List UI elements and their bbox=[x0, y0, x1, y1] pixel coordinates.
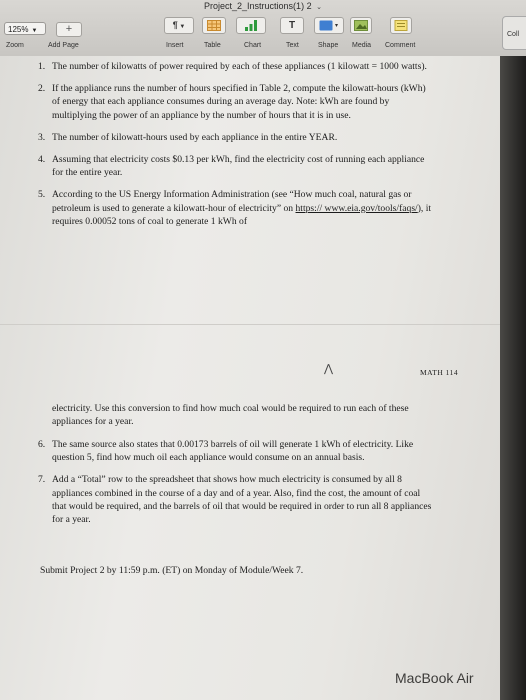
item-number: 3. bbox=[38, 131, 46, 143]
list-item bbox=[38, 153, 434, 179]
item-text: The number of kilowatt-hours used by each appliance in the entire YEAR. bbox=[52, 131, 338, 143]
item-number: 1. bbox=[38, 61, 46, 72]
question-list-bottom bbox=[38, 438, 436, 535]
zoom-value: 125% bbox=[8, 25, 29, 34]
collaborate-label: Coll bbox=[507, 31, 520, 38]
item-number: 5. bbox=[38, 189, 46, 201]
item-text: electricity. Use this conversion to find how much coal would be required to run each of these appliances for a year. bbox=[52, 403, 409, 428]
add-page-button[interactable] bbox=[56, 22, 82, 37]
chart-label: Chart bbox=[244, 42, 262, 49]
bezel-branding: MacBook Air bbox=[395, 670, 474, 686]
item-text: The number of kilowatts of power required by each of these appliances (1 kilowatt = 1000 watts). bbox=[52, 61, 427, 72]
zoom-label: Zoom bbox=[6, 42, 24, 49]
item-number: 4. bbox=[38, 154, 46, 166]
table-button[interactable] bbox=[202, 17, 226, 34]
comment-icon bbox=[394, 20, 408, 31]
comment-button[interactable] bbox=[390, 17, 412, 34]
page-break bbox=[0, 324, 500, 325]
chevron-down-icon: ▼ bbox=[177, 24, 186, 30]
comment-label: Comment bbox=[385, 42, 416, 49]
add-page-label: Add Page bbox=[48, 42, 79, 49]
insert-label: Insert bbox=[166, 42, 184, 49]
plus-icon: + bbox=[65, 23, 73, 35]
shape-label: Shape bbox=[318, 42, 339, 49]
item-text: ), it requires 0.00052 tons of coal to generate 1 kWh of bbox=[52, 202, 432, 227]
chevron-down-icon: ▼ bbox=[31, 28, 38, 34]
document-title: Project_2_Instructions(1) bbox=[204, 1, 305, 11]
item-number: 6. bbox=[38, 439, 46, 450]
list-item bbox=[38, 131, 434, 144]
text-icon: T bbox=[288, 20, 296, 31]
item-text: If the appliance runs the number of hours specified in Table 2, compute the kilowatt-hours (kWh) of energy that each appliance consumes during an average day. Note: kWh are found by multiplying the power of an appliance by the number of hours that it is in use. bbox=[52, 83, 426, 121]
window-title[interactable] bbox=[0, 1, 526, 11]
question-list-top bbox=[38, 60, 434, 237]
document-page[interactable] bbox=[0, 56, 500, 700]
chart-icon bbox=[244, 20, 258, 31]
item-number: 7. bbox=[38, 474, 46, 486]
list-item bbox=[38, 60, 434, 73]
zoom-select[interactable] bbox=[4, 22, 46, 35]
shape-icon bbox=[319, 20, 339, 31]
table-icon bbox=[207, 20, 221, 31]
text-label: Text bbox=[286, 42, 299, 49]
eia-faq-link[interactable]: https:// www.eia.gov/tools/faqs/ bbox=[295, 202, 418, 214]
document-version: 2 bbox=[306, 1, 312, 11]
list-item bbox=[38, 438, 436, 464]
page-footer: MATH 114 bbox=[420, 368, 459, 377]
table-label: Table bbox=[204, 42, 221, 49]
text-button[interactable] bbox=[280, 17, 304, 34]
submission-note: Submit Project 2 by 11:59 p.m. (ET) on Monday of Module/Week 7. bbox=[40, 565, 304, 576]
shape-button[interactable] bbox=[314, 17, 344, 34]
media-label: Media bbox=[352, 42, 372, 49]
text-cursor-icon: ⋀ bbox=[324, 362, 334, 375]
item-number: 2. bbox=[38, 83, 46, 95]
list-item bbox=[38, 82, 434, 122]
media-icon bbox=[354, 20, 368, 31]
list-item bbox=[38, 188, 434, 228]
chart-button[interactable] bbox=[236, 17, 266, 34]
item-text: Add a “Total” row to the spreadsheet that shows how much electricity is consumed by all 8 appliances combined in the course of a day and of a year. Also, find the cost, the amount of coal that would be required, and the barrels of oil that would be required in order to run all 8 appliances for a year. bbox=[52, 474, 432, 526]
item5-continuation bbox=[52, 402, 436, 428]
chevron-down-icon[interactable]: ⌄ bbox=[316, 4, 322, 11]
item-text: According to the US Energy Information Administration (see “How much coal, natural gas or petroleum is used to generate a kilowatt-hour of electricity” on bbox=[52, 189, 412, 214]
item-text: The same source also states that 0.00173 barrels of oil will generate 1 kWh of electricity. Like question 5, find how much oil each appliance would consume on an annual basis. bbox=[52, 439, 414, 464]
paragraph-icon: ¶ bbox=[172, 20, 178, 30]
screen-edge bbox=[500, 56, 526, 700]
collaborate-button[interactable] bbox=[502, 16, 526, 50]
insert-button[interactable] bbox=[164, 17, 194, 34]
list-item bbox=[38, 473, 436, 526]
item-text: Assuming that electricity costs $0.13 per kWh, find the electricity cost of running each appliance for the entire year. bbox=[52, 154, 425, 179]
media-button[interactable] bbox=[350, 17, 372, 34]
toolbar bbox=[0, 0, 526, 57]
